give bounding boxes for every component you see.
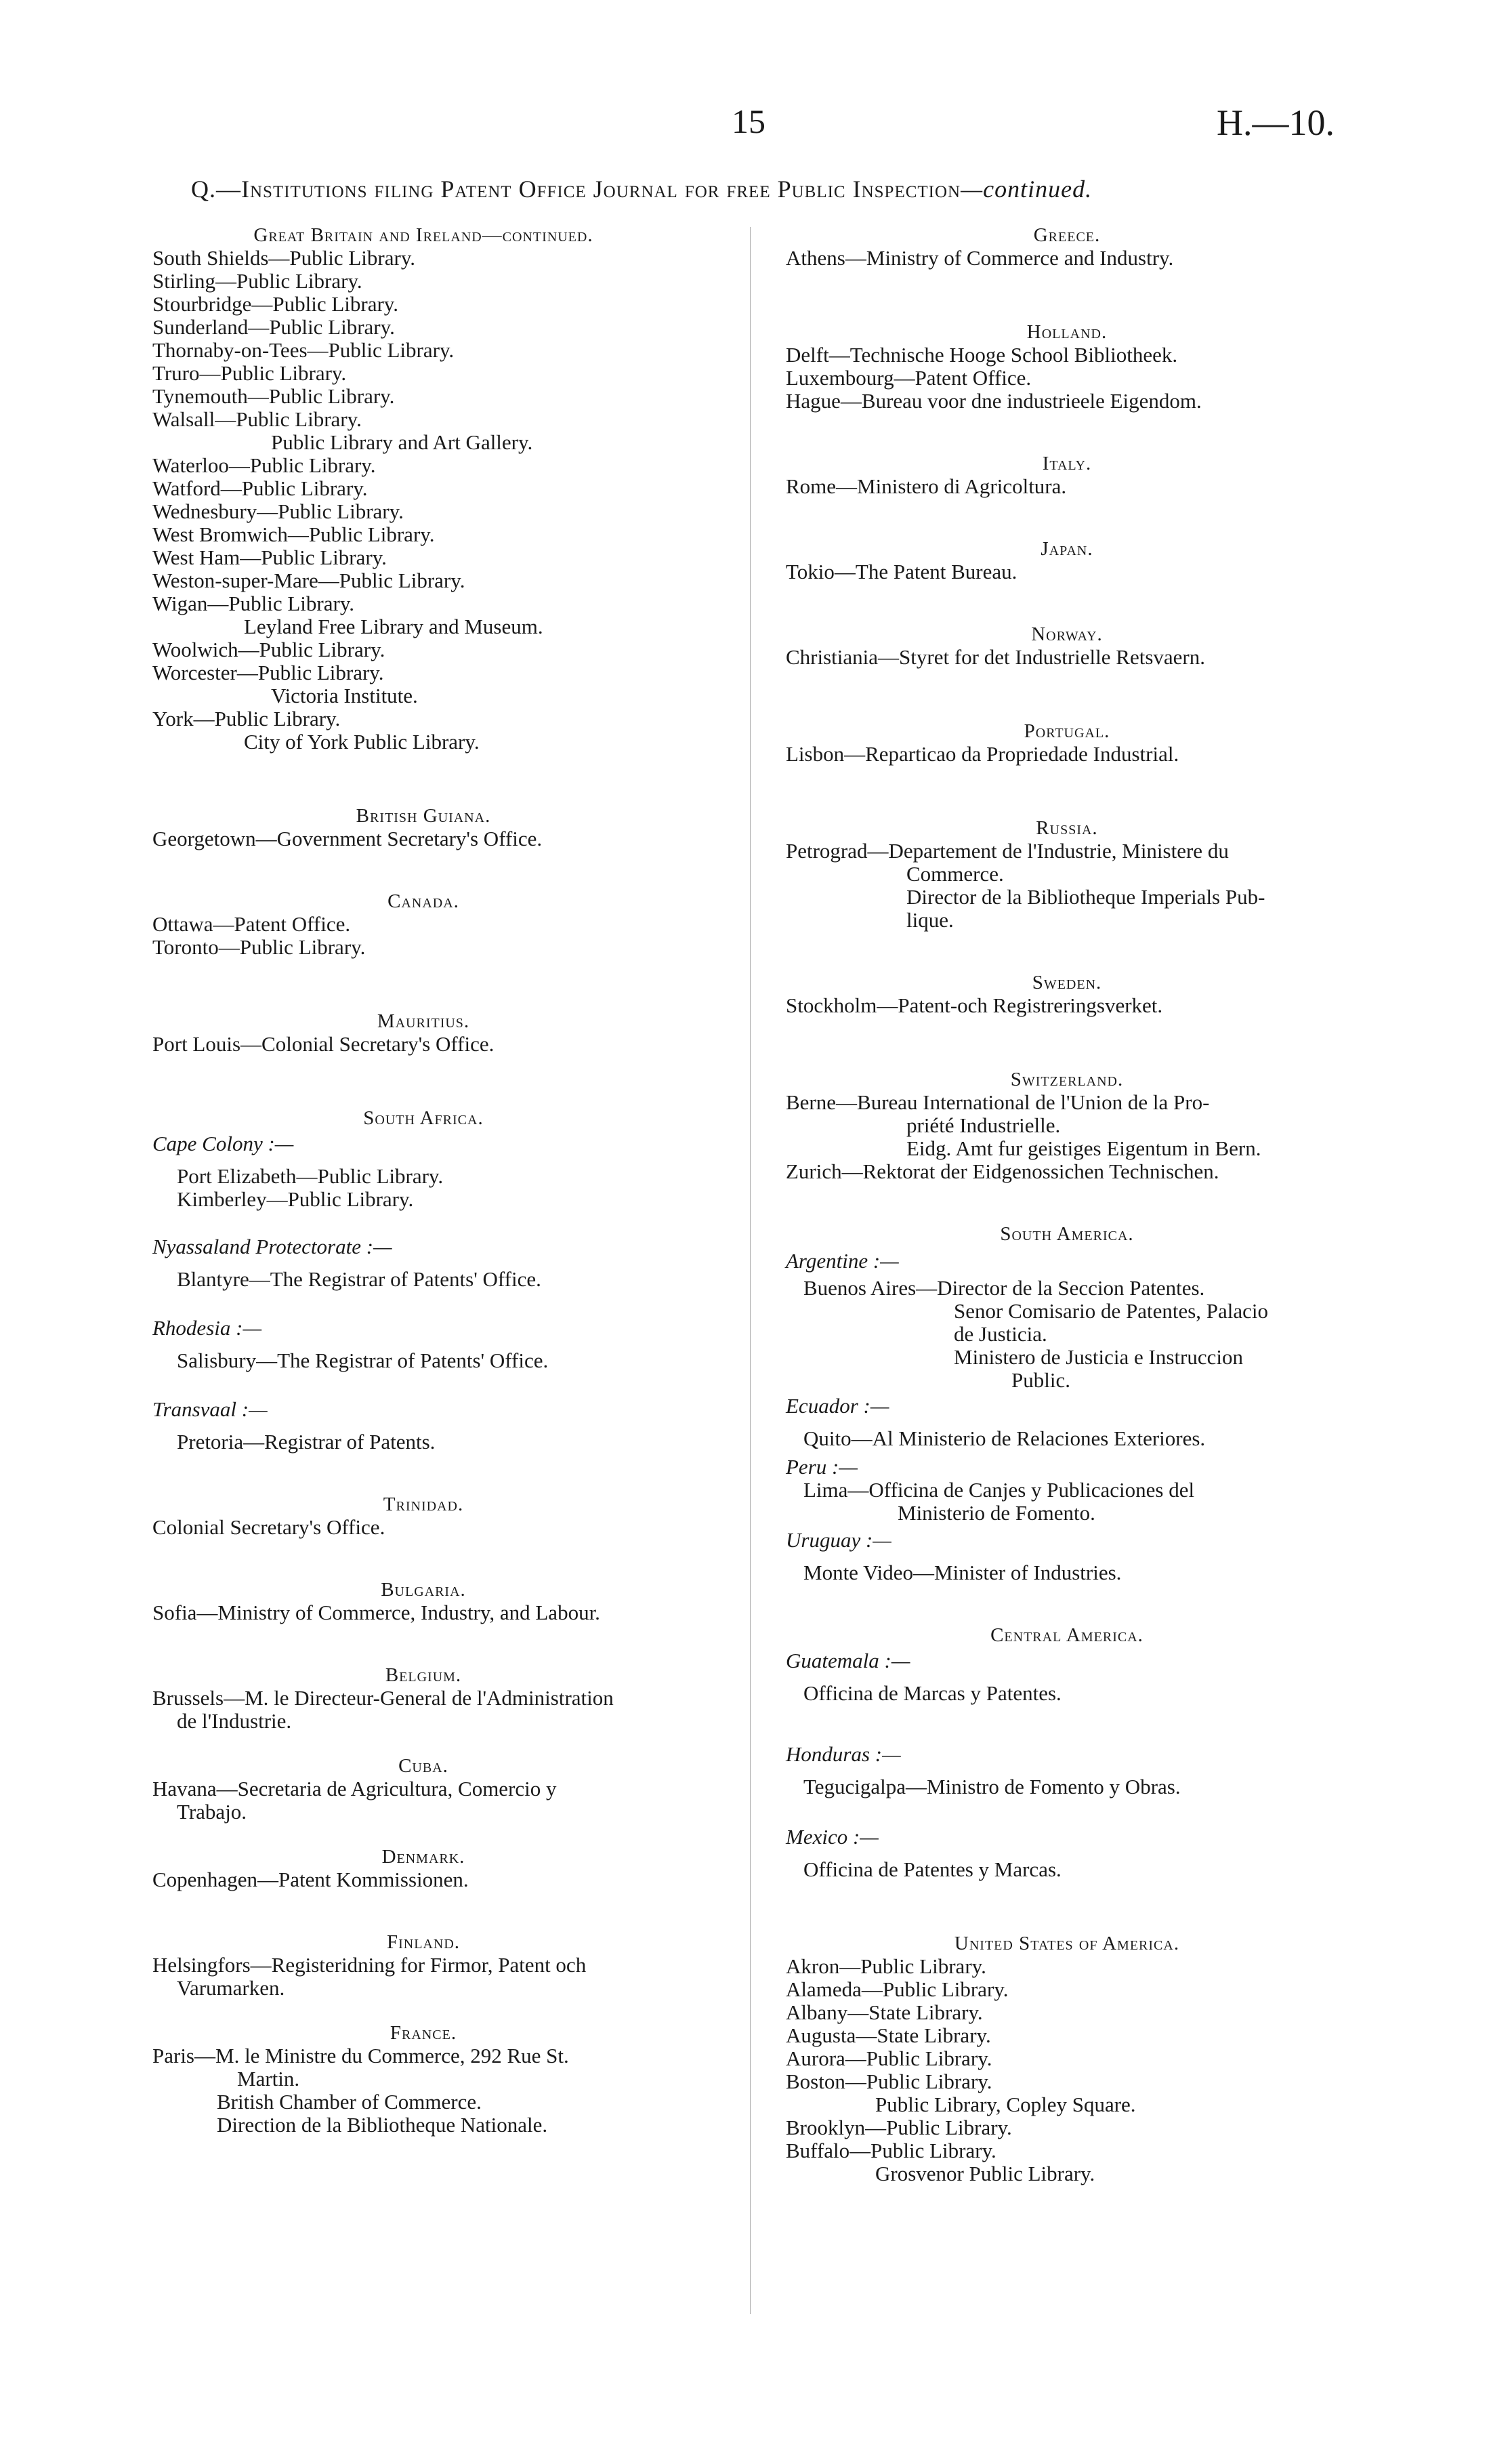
list-item: Athens—Ministry of Commerce and Industry. (786, 246, 1174, 270)
section-heading-cuba: Cuba. (398, 1755, 448, 1777)
list-item: City of York Public Library. (244, 730, 480, 754)
list-item: South Shields—Public Library. (152, 246, 416, 270)
section-heading-canada: Canada. (387, 890, 459, 912)
list-item: Akron—Public Library. (786, 1954, 986, 1978)
list-item-continuation: lique. (906, 908, 954, 932)
list-item: Buffalo—Public Library. (786, 2139, 996, 2162)
title-prefix: Q.— (191, 176, 241, 203)
list-item: Brussels—M. le Directeur-General de l'Administration (152, 1686, 614, 1710)
list-item-continuation: priété Industrielle. (906, 1113, 1061, 1137)
list-item: Quito—Al Ministerio de Relaciones Exteriores. (803, 1426, 1206, 1450)
list-item: Christiania—Styret for det Industrielle Retsvaern. (786, 645, 1205, 669)
section-heading-norway: Norway. (1031, 623, 1103, 645)
section-heading-denmark: Denmark. (381, 1846, 465, 1868)
list-item: Officina de Marcas y Patentes. (803, 1681, 1062, 1705)
list-item: West Bromwich—Public Library. (152, 522, 435, 546)
list-item: British Chamber of Commerce. (217, 2090, 482, 2114)
section-heading-south-africa: South Africa. (363, 1107, 484, 1129)
list-item: Public Library, Copley Square. (875, 2093, 1136, 2116)
section-heading-belgium: Belgium. (385, 1664, 462, 1686)
section-heading-sweden: Sweden. (1032, 972, 1102, 993)
list-item: Hague—Bureau voor dne industrieele Eigendom. (786, 389, 1202, 413)
list-item: Rome—Ministero di Agricoltura. (786, 474, 1067, 498)
list-item: West Ham—Public Library. (152, 546, 387, 569)
list-item: Monte Video—Minister of Industries. (803, 1561, 1122, 1584)
list-item-continuation: Commerce. (906, 862, 1004, 886)
section-heading-bulgaria: Bulgaria. (381, 1579, 466, 1601)
list-item: Salisbury—The Registrar of Patents' Office. (177, 1349, 549, 1372)
list-item: Petrograd—Departement de l'Industrie, Ministere du (786, 839, 1229, 863)
list-item: Boston—Public Library. (786, 2070, 992, 2093)
list-item: Leyland Free Library and Museum. (244, 615, 543, 638)
subsection-uruguay: Uruguay :— (786, 1528, 891, 1552)
section-heading-great-britain: Great Britain and Ireland—continued. (253, 224, 593, 246)
list-item: Delft—Technische Hooge School Bibliotheek. (786, 343, 1178, 367)
section-heading-mauritius: Mauritius. (377, 1010, 470, 1032)
list-item-continuation: Ministerio de Fomento. (898, 1501, 1095, 1525)
list-item: Berne—Bureau International de l'Union de la Pro- (786, 1090, 1210, 1114)
section-heading-holland: Holland. (1026, 321, 1108, 343)
list-item: Stourbridge—Public Library. (152, 292, 399, 316)
list-item: Buenos Aires—Director de la Seccion Patentes. (803, 1276, 1205, 1300)
list-item: Public Library and Art Gallery. (271, 430, 533, 454)
list-item: Walsall—Public Library. (152, 407, 362, 431)
subsection-mexico: Mexico :— (786, 1825, 879, 1849)
list-item: Eidg. Amt fur geistiges Eigentum in Bern. (906, 1136, 1261, 1160)
list-item: York—Public Library. (152, 707, 341, 730)
subsection-guatemala: Guatemala :— (786, 1649, 910, 1672)
list-item: Director de la Bibliotheque Imperials Pub- (906, 885, 1265, 909)
subsection-argentine: Argentine :— (786, 1249, 899, 1273)
subsection-transvaal: Transvaal :— (152, 1397, 268, 1421)
list-item-continuation: Varumarken. (177, 1976, 285, 2000)
subsection-honduras: Honduras :— (786, 1742, 901, 1766)
list-item: Colonial Secretary's Office. (152, 1515, 385, 1539)
list-item: Ottawa—Patent Office. (152, 912, 351, 936)
list-item: Wednesbury—Public Library. (152, 499, 404, 523)
list-item: Tynemouth—Public Library. (152, 384, 395, 408)
right-column (786, 224, 1348, 2185)
list-item: Truro—Public Library. (152, 361, 347, 385)
list-item: Blantyre—The Registrar of Patents' Office. (177, 1267, 541, 1291)
list-item: Thornaby-on-Tees—Public Library. (152, 338, 455, 362)
section-heading-france: France. (390, 2022, 457, 2044)
subsection-nyassaland: Nyassaland Protectorate :— (152, 1235, 392, 1258)
column-divider (750, 227, 751, 2314)
list-item: Helsingfors—Registeridning for Firmor, Patent och (152, 1953, 587, 1977)
list-item-continuation: Trabajo. (177, 1800, 247, 1824)
list-item: Georgetown—Government Secretary's Office. (152, 827, 543, 850)
list-item: Sunderland—Public Library. (152, 315, 395, 339)
section-heading-british-guiana: British Guiana. (356, 805, 491, 827)
list-item-continuation: Martin. (237, 2067, 300, 2091)
list-item: Victoria Institute. (271, 684, 418, 707)
subsection-cape-colony: Cape Colony :— (152, 1132, 294, 1155)
list-item: Augusta—State Library. (786, 2023, 991, 2047)
section-heading-switzerland: Switzerland. (1010, 1069, 1124, 1090)
list-item: Brooklyn—Public Library. (786, 2116, 1012, 2139)
section-heading-japan: Japan. (1041, 538, 1093, 560)
list-item: Toronto—Public Library. (152, 935, 366, 959)
list-item: Havana—Secretaria de Agricultura, Comercio y (152, 1777, 557, 1800)
list-item: Tokio—The Patent Bureau. (786, 560, 1017, 583)
list-item: Senor Comisario de Patentes, Palacio (954, 1299, 1269, 1323)
subsection-rhodesia: Rhodesia :— (152, 1316, 262, 1340)
page-title (191, 175, 1322, 203)
list-item: Zurich—Rektorat der Eidgenossichen Technischen. (786, 1159, 1219, 1183)
list-item: Pretoria—Registrar of Patents. (177, 1430, 436, 1454)
list-item: Alameda—Public Library. (786, 1977, 1009, 2001)
list-item: Lima—Officina de Canjes y Publicaciones del (803, 1478, 1195, 1502)
list-item: Wigan—Public Library. (152, 592, 355, 615)
subsection-peru: Peru :— (786, 1455, 858, 1479)
section-heading-portugal: Portugal. (1024, 720, 1110, 742)
list-item: Stirling—Public Library. (152, 269, 362, 293)
section-heading-russia: Russia. (1036, 817, 1098, 839)
list-item: Watford—Public Library. (152, 476, 368, 500)
section-heading-trinidad: Trinidad. (383, 1494, 464, 1515)
list-item: Luxembourg—Patent Office. (786, 366, 1032, 390)
list-item: Paris—M. le Ministre du Commerce, 292 Rue St. (152, 2044, 569, 2067)
title-suffix: —continued. (961, 176, 1093, 203)
list-item: Sofia—Ministry of Commerce, Industry, and Labour. (152, 1601, 600, 1624)
list-item: Port Louis—Colonial Secretary's Office. (152, 1032, 495, 1056)
section-heading-south-america: South America. (1000, 1223, 1134, 1245)
list-item: Waterloo—Public Library. (152, 453, 376, 477)
left-column (152, 224, 694, 2137)
list-item: Aurora—Public Library. (786, 2046, 992, 2070)
subsection-ecuador: Ecuador :— (786, 1394, 889, 1418)
section-heading-central-america: Central America. (990, 1624, 1143, 1646)
list-item: Weston-super-Mare—Public Library. (152, 569, 465, 592)
list-item: Port Elizabeth—Public Library. (177, 1164, 444, 1188)
list-item-continuation: de Justicia. (954, 1322, 1047, 1346)
list-item: Grosvenor Public Library. (875, 2162, 1095, 2185)
list-item: Lisbon—Reparticao da Propriedade Industrial. (786, 742, 1179, 766)
list-item: Kimberley—Public Library. (177, 1187, 414, 1211)
section-heading-finland: Finland. (386, 1931, 461, 1953)
list-item: Ministero de Justicia e Instruccion (954, 1345, 1244, 1369)
list-item: Direction de la Bibliotheque Nationale. (217, 2113, 548, 2137)
list-item: Tegucigalpa—Ministro de Fomento y Obras. (803, 1775, 1181, 1798)
list-item-continuation: Public. (1011, 1368, 1070, 1392)
title-main: Institutions filing Patent Office Journal for free Public Inspection (241, 176, 961, 203)
list-item-continuation: de l'Industrie. (177, 1709, 292, 1733)
page-number: 15 (732, 102, 765, 140)
list-item: Officina de Patentes y Marcas. (803, 1857, 1062, 1881)
section-heading-united-states: United States of America. (954, 1933, 1180, 1954)
list-item: Albany—State Library. (786, 2000, 983, 2024)
list-item: Woolwich—Public Library. (152, 638, 385, 661)
list-item: Stockholm—Patent-och Registreringsverket. (786, 993, 1163, 1017)
list-item: Worcester—Public Library. (152, 661, 384, 684)
section-heading-italy: Italy. (1042, 453, 1092, 474)
document-reference: H.—10. (1217, 102, 1335, 143)
list-item: Copenhagen—Patent Kommissionen. (152, 1868, 469, 1891)
section-heading-greece: Greece. (1033, 224, 1101, 246)
